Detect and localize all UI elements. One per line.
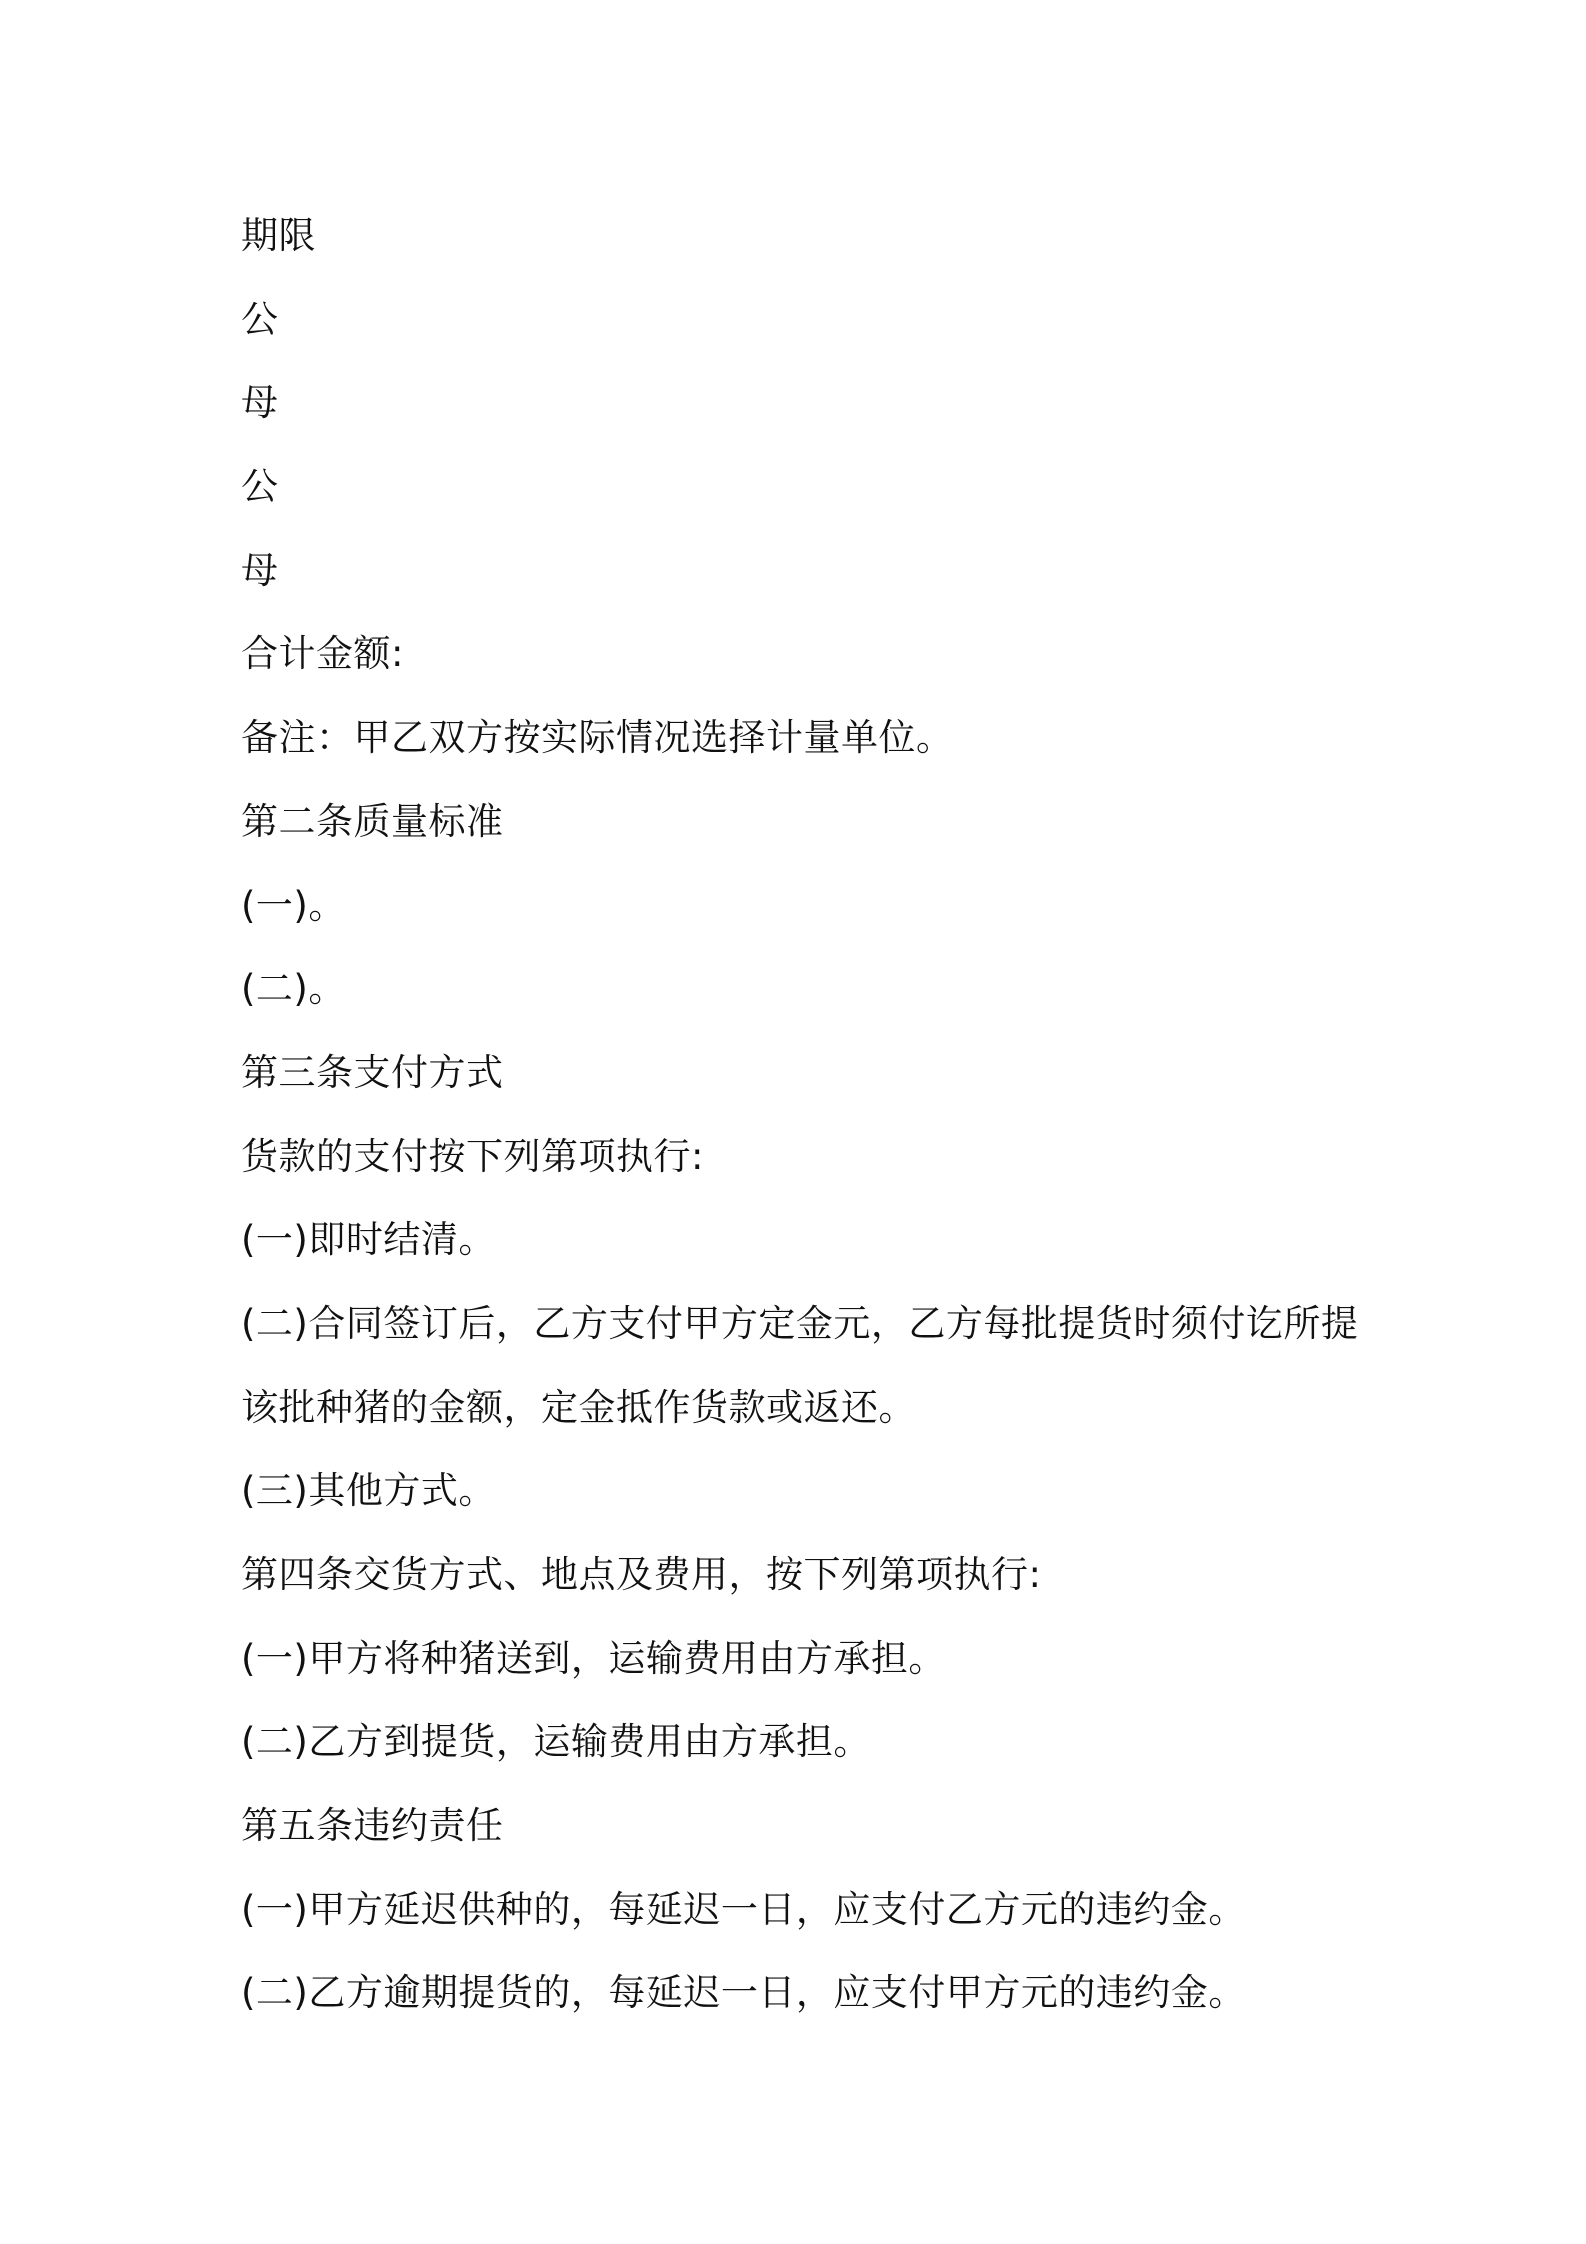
- article-4-item-1: (一)甲方将种猪送到，运输费用由方承担。: [241, 1636, 946, 1680]
- document-body: [241, 194, 1401, 2035]
- article-3-item-2-cont: 该批种猪的金额，定金抵作货款或返还。: [241, 1385, 916, 1429]
- heading-article-3: 第三条支付方式: [241, 1050, 504, 1094]
- article-3-item-2: (二)合同签订后，乙方支付甲方定金元，乙方每批提货时须付讫所提: [241, 1301, 1359, 1345]
- article-5-item-1: (一)甲方延迟供种的，每延迟一日，应支付乙方元的违约金。: [241, 1887, 1246, 1931]
- line-remark: 备注：甲乙双方按实际情况选择计量单位。: [241, 716, 954, 760]
- line-male-1: 公: [241, 297, 279, 341]
- line-male-2: 公: [241, 465, 279, 509]
- article-2-item-2: (二)。: [241, 967, 346, 1011]
- article-3-item-3: (三)其他方式。: [241, 1469, 496, 1513]
- heading-article-5: 第五条违约责任: [241, 1804, 504, 1848]
- article-4-item-2: (二)乙方到提货，运输费用由方承担。: [241, 1720, 871, 1764]
- heading-article-2: 第二条质量标准: [241, 799, 504, 843]
- article-2-item-1: (一)。: [241, 883, 346, 927]
- line-total-amount: 合计金额:: [241, 632, 404, 676]
- heading-article-4: 第四条交货方式、地点及费用，按下列第项执行:: [241, 1553, 1042, 1596]
- line-female-1: 母: [241, 381, 279, 425]
- article-3-item-1: (一)即时结清。: [241, 1218, 496, 1262]
- article-3-intro: 货款的支付按下列第项执行:: [241, 1134, 704, 1178]
- line-term: 期限: [241, 214, 316, 257]
- line-female-2: 母: [241, 548, 279, 592]
- article-5-item-2: (二)乙方逾期提货的，每延迟一日，应支付甲方元的违约金。: [241, 1971, 1246, 2015]
